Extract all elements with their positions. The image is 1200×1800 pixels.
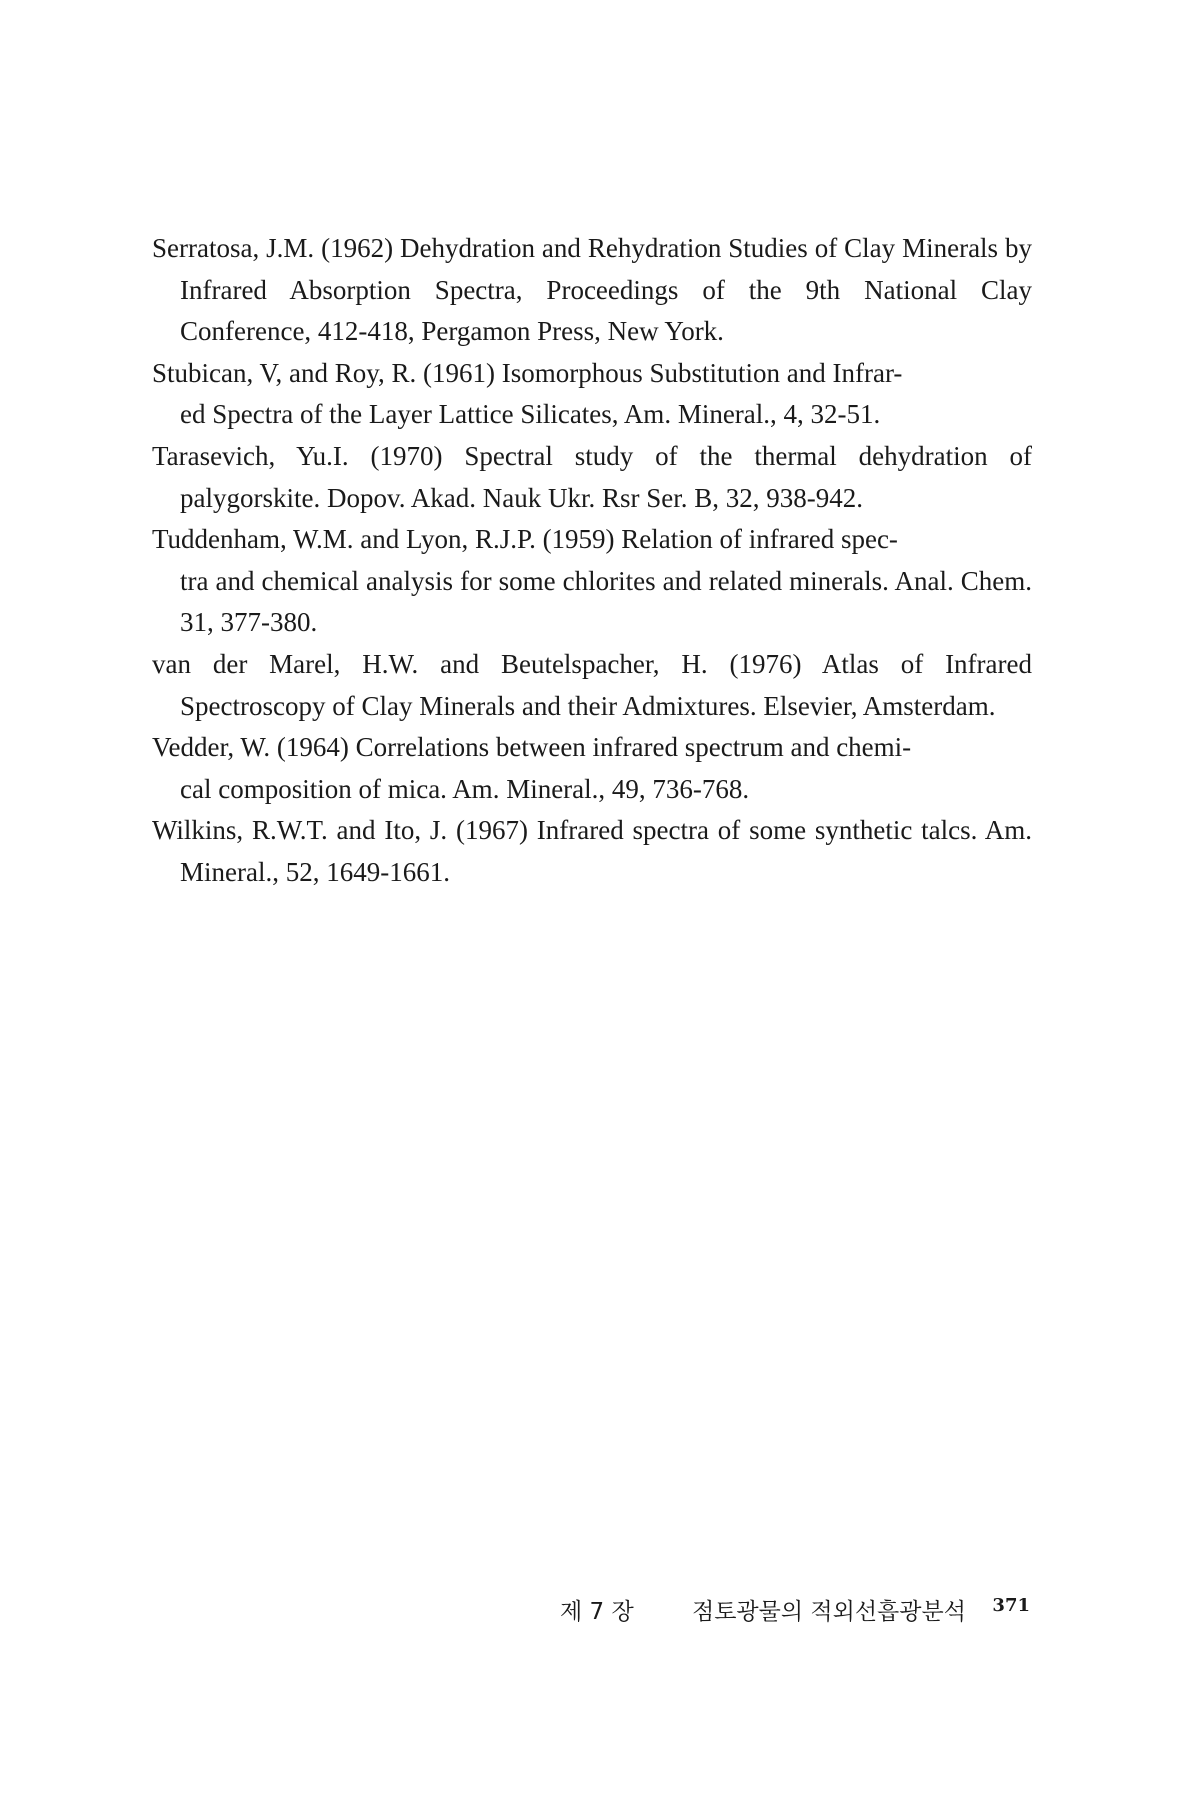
- reference-entry: Stubican, V, and Roy, R. (1961) Isomorphous Substitution and Infrar- ed Spectra of the Layer Lattice Silicates, Am. Mineral., 4, 32-51.: [152, 357, 903, 430]
- chapter-label: 제 7 장: [560, 1599, 634, 1625]
- reference-entry: Tarasevich, Yu.I. (1970) Spectral study of the thermal dehydration of palygorskite. Dopov. Akad. Nauk Ukr. Rsr Ser. B, 32, 938-942.: [152, 440, 1032, 513]
- reference-entry: Tuddenham, W.M. and Lyon, R.J.P. (1959) Relation of infrared spec- tra and chemical analysis for some chlorites and related minerals. Anal. Chem. 31, 377-380.: [152, 524, 1032, 638]
- page-number: 371: [992, 1595, 1030, 1616]
- reference-entry: Wilkins, R.W.T. and Ito, J. (1967) Infrared spectra of some synthetic talcs. Am. Mineral., 52, 1649-1661.: [152, 815, 1032, 887]
- page-footer: [560, 1593, 1030, 1633]
- reference-list: [152, 228, 1032, 894]
- reference-entry: Vedder, W. (1964) Correlations between infrared spectrum and chemi- cal composition of mica. Am. Mineral., 49, 736-768.: [152, 732, 912, 804]
- reference-entry: Serratosa, J.M. (1962) Dehydration and Rehydration Studies of Clay Minerals by Infrared Absorption Spectra, Proceedings of the 9th National Clay Conference, 412-418, Pergamon Press, New York.: [152, 233, 1032, 347]
- chapter-title: 점토광물의 적외선흡광분석: [692, 1599, 966, 1625]
- reference-entry: van der Marel, H.W. and Beutelspacher, H. (1976) Atlas of Infrared Spectroscopy of Clay Minerals and their Admixtures. Elsevier, Amsterdam.: [152, 648, 1032, 721]
